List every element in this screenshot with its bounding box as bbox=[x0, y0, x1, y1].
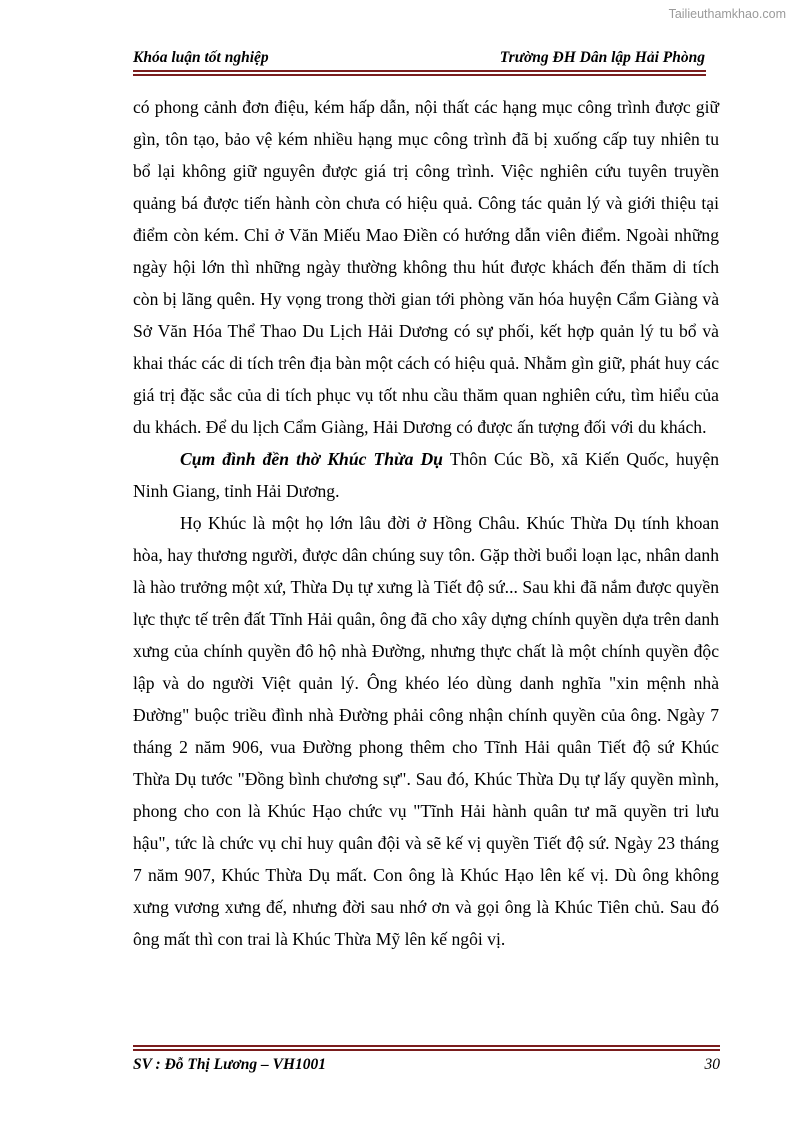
page-number: 30 bbox=[704, 1056, 720, 1073]
page-header bbox=[133, 49, 705, 67]
header-rule bbox=[133, 70, 706, 76]
header-university: Trường ĐH Dân lập Hải Phòng bbox=[499, 49, 705, 66]
page-footer bbox=[133, 1056, 720, 1074]
paragraph-1: có phong cảnh đơn điệu, kém hấp dẫn, nội thất các hạng mục công trình được giữ gìn, tôn tạo, bảo vệ kém nhiều hạng mục công trình đã bị xuống cấp tuy nhiên tu bổ lại không giữ nguyên được giá trị công trình. Việc nghiên cứu tuyên truyền quảng bá được tiến hành còn chưa có hiệu quả. Công tác quản lý và giới thiệu tại điểm còn kém. Chỉ ở Văn Miếu Mao Điền có hướng dẫn viên điểm. Ngoài những ngày hội lớn thì những ngày thường không thu hút được khách đến thăm di tích còn bị lãng quên. Hy vọng trong thời gian tới phòng văn hóa huyện Cẩm Giàng và Sở Văn Hóa Thể Thao Du Lịch Hải Dương có sự phối, kết hợp quản lý tu bổ và khai thác các di tích trên địa bàn một cách có hiệu quả. Nhằm gìn giữ, phát huy các giá trị đặc sắc của di tích phục vụ tốt nhu cầu thăm quan nghiên cứu, tìm hiểu của du khách. Để du lịch Cẩm Giàng, Hải Dương có được ấn tượng đối với du khách. bbox=[133, 97, 720, 437]
page-body bbox=[133, 91, 719, 955]
paragraph-3: Họ Khúc là một họ lớn lâu đời ở Hồng Châu. Khúc Thừa Dụ tính khoan hòa, hay thương người, được dân chúng suy tôn. Gặp thời buổi loạn lạc, nhân danh là hào trưởng một xứ, Thừa Dụ tự xưng là Tiết độ sứ... Sau khi đã nắm được quyền lực thực tế trên đất Tĩnh Hải quân, ông đã cho xây dựng chính quyền dựa trên danh xưng của chính quyền đô hộ nhà Đường, nhưng thực chất là một chính quyền độc lập và do người Việt quản lý. Ông khéo léo dùng danh nghĩa "xin mệnh nhà Đường" buộc triều đình nhà Đường phải công nhận chính quyền của ông. Ngày 7 tháng 2 năm 906, vua Đường phong thêm cho Tĩnh Hải quân Tiết độ sứ Khúc Thừa Dụ tước "Đồng bình chương sự". Sau đó, Khúc Thừa Dụ tự lấy quyền mình, phong cho con là Khúc Hạo chức vụ "Tĩnh Hải hành quân tư mã quyền tri lưu hậu", tức là chức vụ chỉ huy quân đội và sẽ kế vị quyền Tiết độ sứ. Ngày 23 tháng 7 năm 907, Khúc Thừa Dụ mất. Con ông là Khúc Hạo lên kế vị. Dù ông không xưng vương xưng đế, nhưng đời sau nhớ ơn và gọi ông là Khúc Tiên chủ. Sau đó ông mất thì con trai là Khúc Thừa Mỹ lên kế ngôi vị. bbox=[133, 513, 719, 949]
footer-author: SV : Đỗ Thị Lương – VH1001 bbox=[133, 1056, 327, 1073]
watermark: Tailieuthamkhao.com bbox=[668, 7, 786, 21]
paragraph-2 bbox=[133, 443, 719, 507]
section-location: Thôn Cúc Bồ, xã Kiến Quốc, huyện Ninh Giang, tỉnh Hải Dương. bbox=[133, 449, 719, 501]
footer-rule bbox=[133, 1045, 720, 1051]
header-thesis-title: Khóa luận tốt nghiệp bbox=[133, 49, 269, 66]
section-heading: Cụm đình đền thờ Khúc Thừa Dụ bbox=[180, 449, 443, 469]
